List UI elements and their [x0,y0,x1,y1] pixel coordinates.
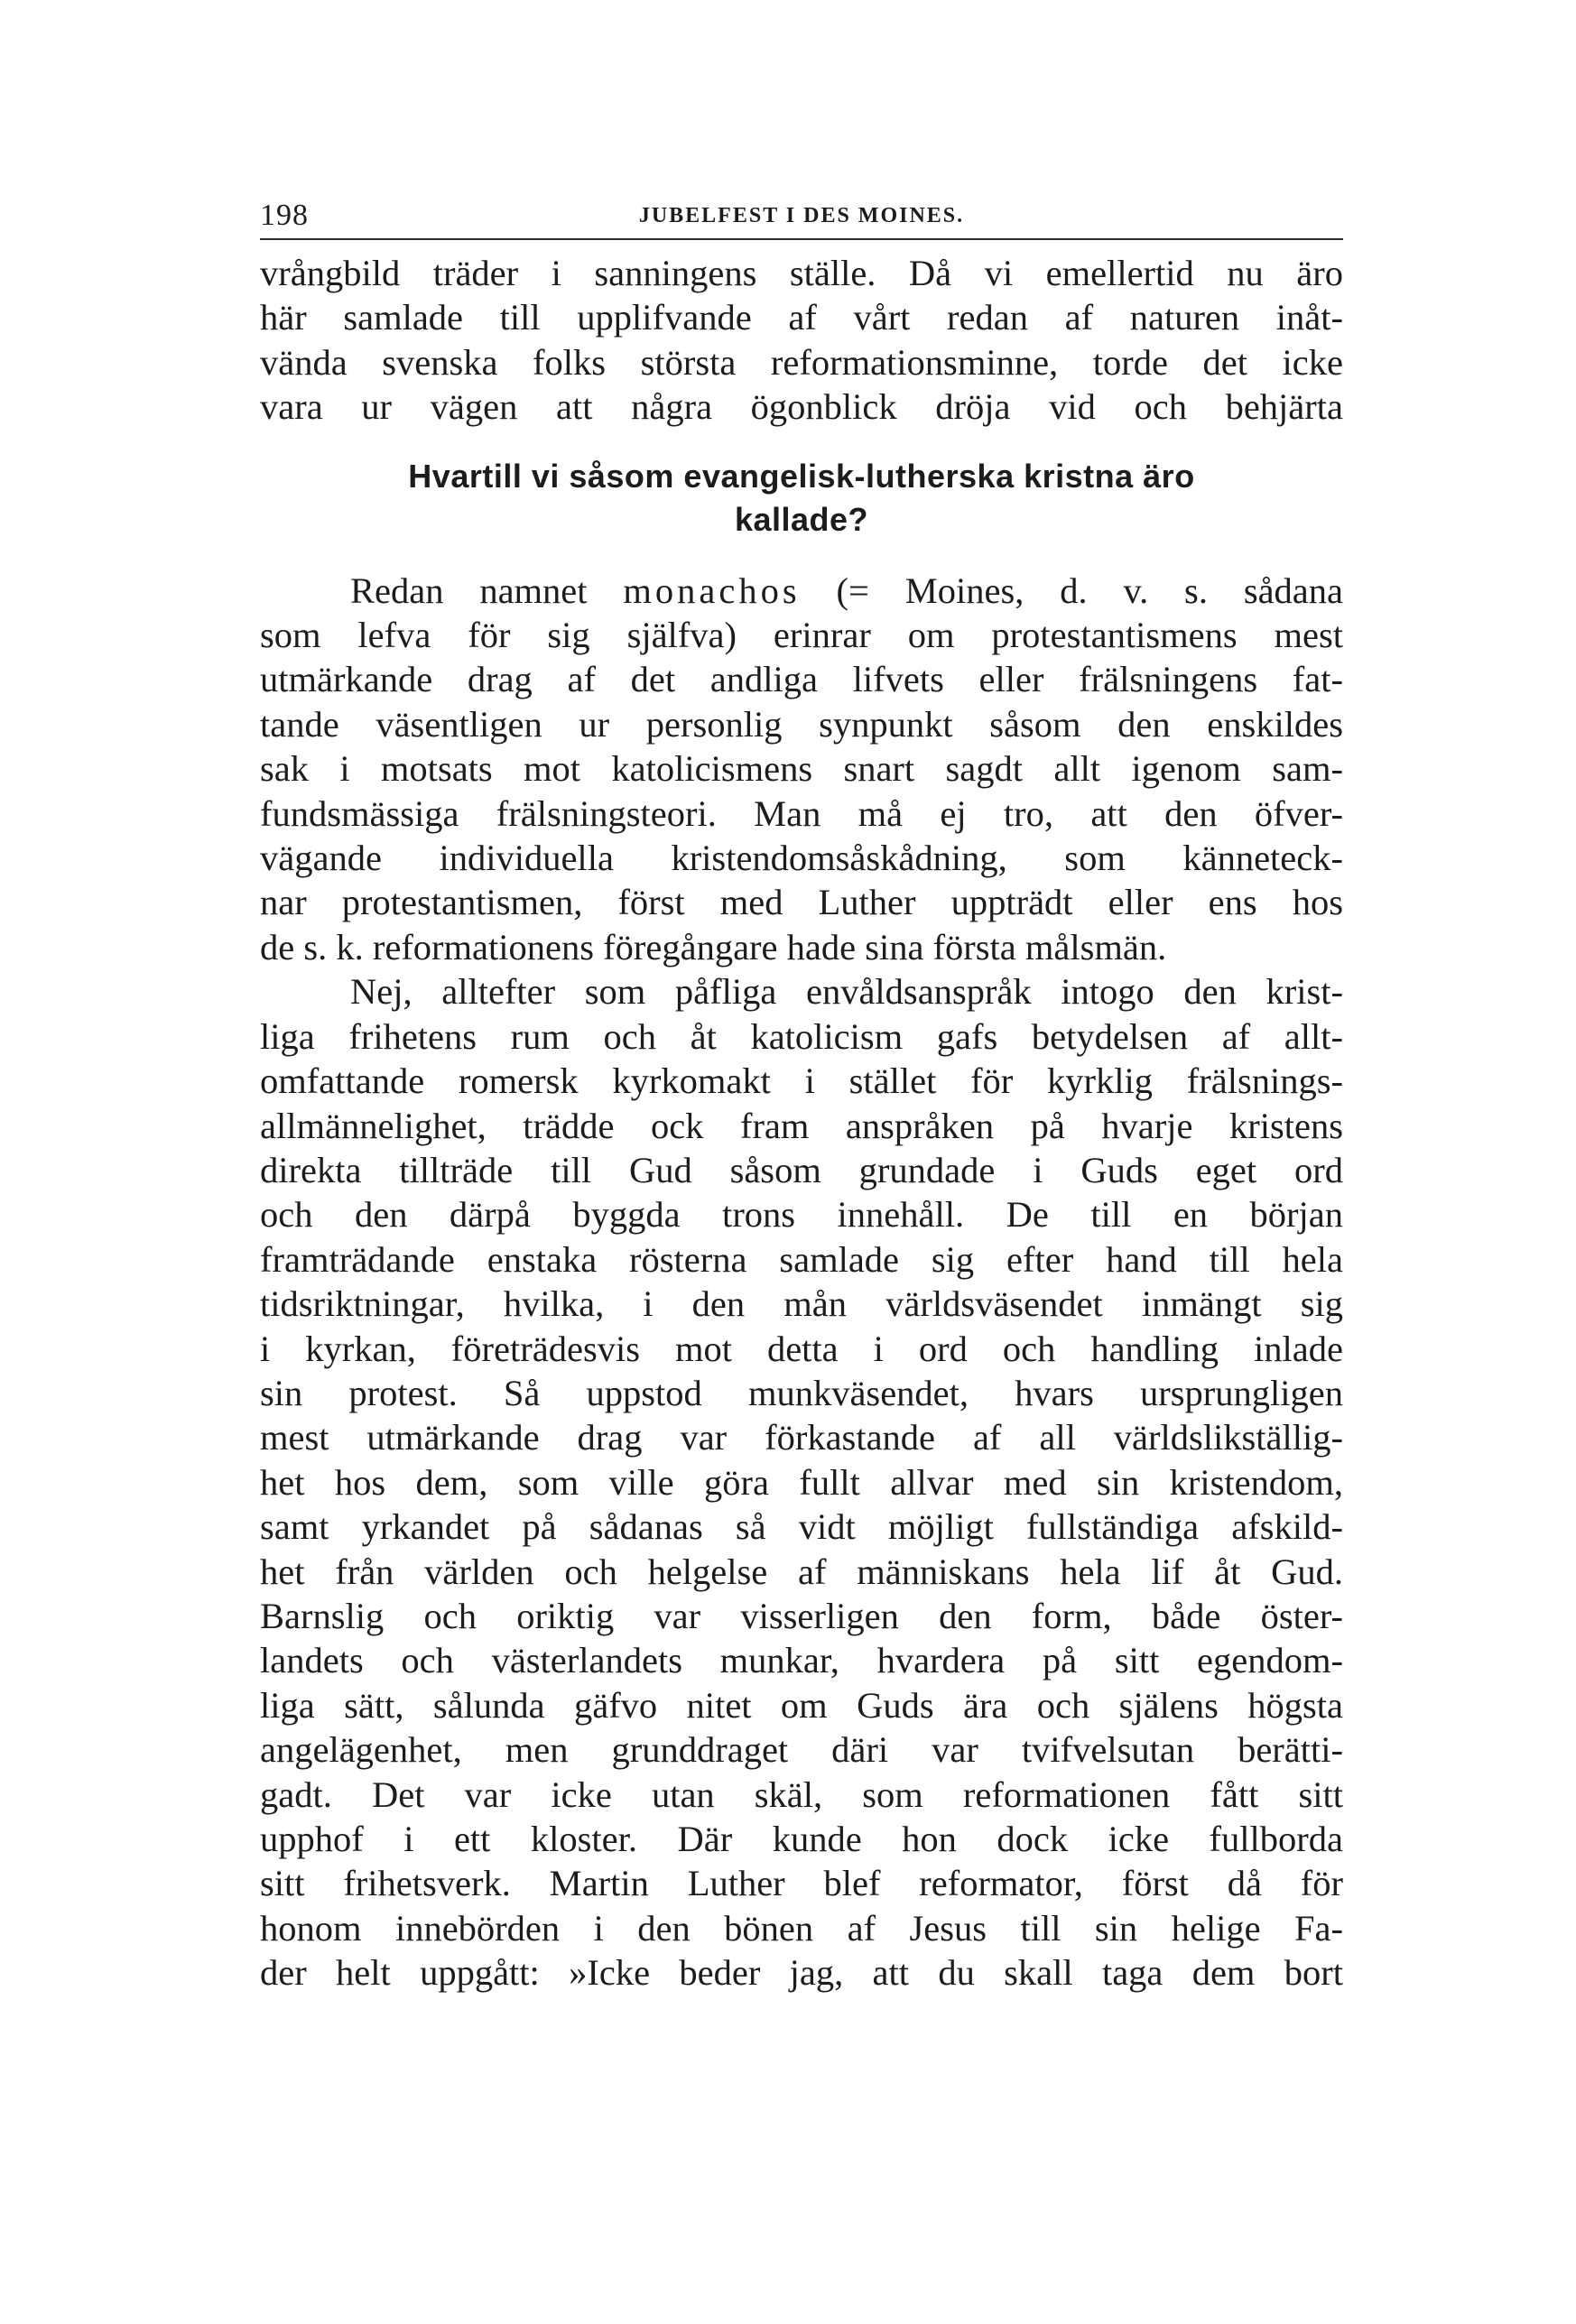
text-fragment: (= Moines, d. v. s. sådana [800,569,1344,611]
text-line: som lefva för sig själfva) erinrar om protestantismens mest [260,615,1343,656]
text-fragment: Redan namnet [350,569,624,611]
section-heading [260,455,1343,542]
section-heading-line: kallade? [734,500,869,538]
text-line: vrångbild träder i sanningens ställe. Då vi emellertid nu äro [260,253,1343,293]
section-heading-line: Hvartill vi såsom evangelisk-lutherska kristna äro [408,457,1195,495]
text-line: upphof i ett kloster. Där kunde hon dock icke fullborda [260,1819,1343,1859]
text-line: gadt. Det var icke utan skäl, som reformationen fått sitt [260,1773,1343,1815]
text-line: angelägenhet, men grunddraget däri var tvifvelsutan berätti- [260,1729,1343,1771]
text-line: tidsriktningar, hvilka, i den mån världsväsendet inmängt sig [260,1283,1343,1325]
text-line: het hos dem, som ville göra fullt allvar med sin kristendom, [260,1461,1343,1503]
text-line: vända svenska folks största reformationsminne, torde det icke [260,341,1343,383]
text-line: landets och västerlandets munkar, hvardera på sitt egendom- [260,1640,1343,1681]
paragraph [260,251,1343,430]
text-line: Nej, alltefter som påfliga envåldsanspråk intogo den krist- [350,971,1343,1013]
text-line: framträdande enstaka rösterna samlade sig efter hand till hela [260,1238,1343,1280]
text-line: omfattande romersk kyrkomakt i stället för kyrklig frälsnings- [260,1060,1343,1102]
text-line: mest utmärkande drag var förkastande af all världslikställig- [260,1417,1343,1458]
page-header [260,199,1343,240]
emphasized-word: monachos [623,569,801,611]
text-line: de s. k. reformationens föregångare hade sina första målsmän. [260,926,1167,968]
text-line: sin protest. Så uppstod munkväsendet, hvars ursprungligen [260,1372,1343,1413]
running-title: JUBELFEST I DES MOINES. [638,204,965,227]
text-line: vara ur vägen att några ögonblick dröja vid och behjärta [260,386,1343,428]
paragraph [260,969,1343,1995]
text-line: honom innebörden i den bönen af Jesus till sin helige Fa- [260,1907,1343,1949]
text-line: liga sätt, sålunda gäfvo nitet om Guds ära och själens högsta [260,1684,1343,1726]
text-line: sitt frihetsverk. Martin Luther blef reformator, först då för [260,1863,1343,1904]
text-line: tande väsentligen ur personlig synpunkt såsom den enskildes [260,703,1343,745]
text-line: liga frihetens rum och åt katolicism gafs betydelsen af allt- [260,1015,1343,1057]
text-line: nar protestantismen, först med Luther uppträdt eller ens hos [260,882,1343,923]
text-line: der helt uppgått: »Icke beder jag, att du skall taga dem bort [260,1952,1343,1994]
text-line: fundsmässiga frälsningsteori. Man må ej tro, att den öfver- [260,792,1343,834]
text-line: utmärkande drag af det andliga lifvets eller frälsningens fat- [260,659,1343,700]
text-line [260,569,1343,613]
text-line: allmännelighet, trädde ock fram anspråken på hvarje kristens [260,1105,1343,1146]
text-line: och den därpå byggda trons innehåll. De till en början [260,1194,1343,1236]
body-text [260,251,1343,1995]
text-line: vägande individuella kristendomsåskådning, som känneteck- [260,838,1343,879]
page-number: 198 [260,199,309,232]
text-line: i kyrkan, företrädesvis mot detta i ord och handling inlade [260,1328,1343,1369]
paragraph [260,569,1343,970]
text-line: här samlade till upplifvande af vårt redan af naturen inåt- [260,297,1343,338]
text-line: samt yrkandet på sådanas så vidt möjligt fullständiga afskild- [260,1506,1343,1548]
book-page [260,199,1343,1995]
text-line: het från världen och helgelse af människans hela lif åt Gud. [260,1551,1343,1592]
text-line: direkta tillträde till Gud såsom grundade i Guds eget ord [260,1149,1343,1190]
text-line: sak i motsats mot katolicismens snart sagdt allt igenom sam- [260,748,1343,790]
text-line: Barnslig och oriktig var visserligen den form, både öster- [260,1595,1343,1636]
